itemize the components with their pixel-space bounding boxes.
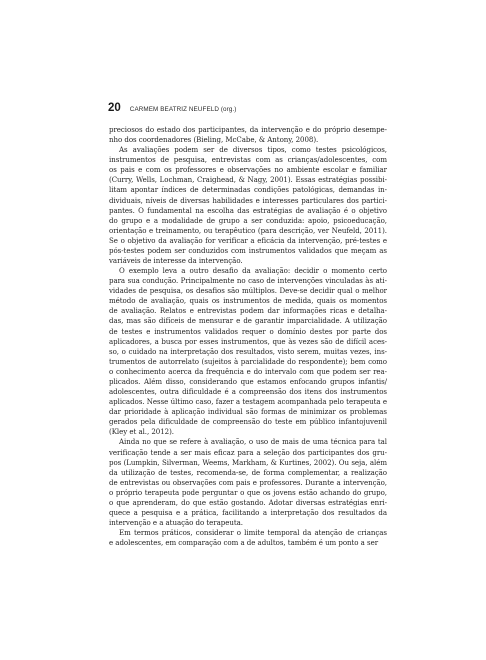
text-line: para sua condução. Principalmente no caso de intervenções vinculadas às ati-: [109, 276, 387, 286]
text-line: os pais e com os professores e observações no ambiente escolar e familiar: [109, 165, 387, 175]
text-line: O exemplo leva a outro desafio da avaliação: decidir o momento certo: [119, 266, 387, 276]
text-line: pós-testes podem ser conduzidos com instrumentos validados que meçam as: [109, 245, 387, 255]
text-line: intervenção e a atuação do terapeuta.: [109, 518, 243, 528]
text-line: gerados pela dificuldade de compreensão do teste em público infantojuvenil: [109, 417, 387, 427]
text-line: do grupo e a modalidade de grupo a ser conduzida: apoio, psicoeducação,: [109, 215, 387, 225]
text-line: plicados. Além disso, considerando que estamos enfocando grupos infantis/: [109, 376, 387, 386]
text-line: litam apontar índices de determinadas condições patológicas, demandas in-: [109, 185, 387, 195]
text-line: orientação e treinamento, ou terapêutico (para descrição, ver Neufeld, 2011).: [109, 225, 387, 235]
text-line: da utilização de testes, recomenda-se, de forma complementar, a realização: [109, 467, 387, 477]
paragraph: [109, 145, 387, 266]
text-line: das, mas são difíceis de mensurar e de garantir imparcialidade. A utilização: [109, 316, 387, 326]
text-line: o conhecimento acerca da frequência e do intervalo com que podem ser rea-: [109, 366, 387, 376]
text-line: instrumentos de pesquisa, entrevistas com as crianças/adolescentes, com: [109, 155, 387, 165]
text-line: As avaliações podem ser de diversos tipos, como testes psicológicos,: [119, 145, 387, 155]
text-line: so, o cuidado na interpretação dos resultados, visto serem, muitas vezes, ins-: [109, 346, 387, 356]
text-line: Se o objetivo da avaliação for verificar a eficácia da intervenção, pré-testes e: [109, 235, 387, 245]
text-line: de entrevistas ou observações com pais e professores. Durante a intervenção,: [109, 477, 387, 487]
text-line: aplicados. Nesse último caso, fazer a testagem acompanhada pelo terapeuta e: [109, 397, 387, 407]
text-line: de testes e instrumentos validados requer o domínio destes por parte dos: [109, 326, 387, 336]
paragraph: [109, 528, 387, 548]
text-line: e adolescentes, em comparação com a de adultos, também é um ponto a ser: [109, 538, 379, 548]
text-line: trumentos de autorrelato (sujeitos à parcialidade do respondente); bem como: [109, 356, 387, 366]
body-text: [109, 125, 387, 548]
text-line: variáveis de interesse da intervenção.: [109, 256, 243, 266]
running-header: [108, 102, 237, 116]
text-line: nho dos coordenadores (Bieling, McCabe, & Antony, 2008).: [109, 135, 319, 145]
paragraph: [109, 266, 387, 437]
text-line: Em termos práticos, considerar o limite temporal da atenção de crianças: [119, 528, 387, 538]
text-line: verificação tende a ser mais eficaz para a seleção dos participantes dos gru-: [109, 447, 387, 457]
text-line: o que aprenderam, do que estão gostando. Adotar diversas estratégias enri-: [109, 497, 387, 507]
text-line: de avaliação. Relatos e entrevistas podem dar informações ricas e detalha-: [109, 306, 387, 316]
text-line: quece a pesquisa e a prática, facilitando a interpretação dos resultados da: [109, 507, 387, 517]
running-title: CARMEM BEATRIZ NEUFELD (org.): [129, 106, 237, 113]
text-line: método de avaliação, quais os instrumentos de medida, quais os momentos: [109, 296, 387, 306]
text-line: dar prioridade à aplicação individual são formas de minimizar os problemas: [109, 407, 387, 417]
text-line: (Curry, Wells, Lochman, Craighead, & Nagy, 2001). Essas estratégias possibi-: [109, 175, 387, 185]
text-line: pantes. O fundamental na escolha das estratégias de avaliação é o objetivo: [109, 205, 387, 215]
text-line: o próprio terapeuta pode perguntar o que os jovens estão achando do grupo,: [109, 487, 387, 497]
text-line: vidades de pesquisa, os desafios são múltiplos. Deve-se decidir qual o melhor: [109, 286, 387, 296]
page-number: 20: [108, 102, 121, 114]
paragraph: [109, 125, 387, 145]
text-line: aplicadores, a busca por esses instrumentos, que às vezes são de difícil aces-: [109, 336, 387, 346]
text-line: adolescentes, outra dificuldade é a compreensão dos itens dos instrumentos: [109, 387, 387, 397]
text-line: pos (Lumpkin, Silverman, Weems, Markham, & Kurtines, 2002). Ou seja, além: [109, 457, 387, 467]
text-line: dividuais, níveis de diversas habilidades e interesses particulares dos partici-: [109, 195, 387, 205]
paragraph: [109, 437, 387, 528]
text-line: Ainda no que se refere à avaliação, o uso de mais de uma técnica para tal: [119, 437, 387, 447]
text-line: (Kley et al., 2012).: [109, 427, 174, 437]
text-line: preciosos do estado dos participantes, da intervenção e do próprio desempe-: [109, 125, 387, 134]
